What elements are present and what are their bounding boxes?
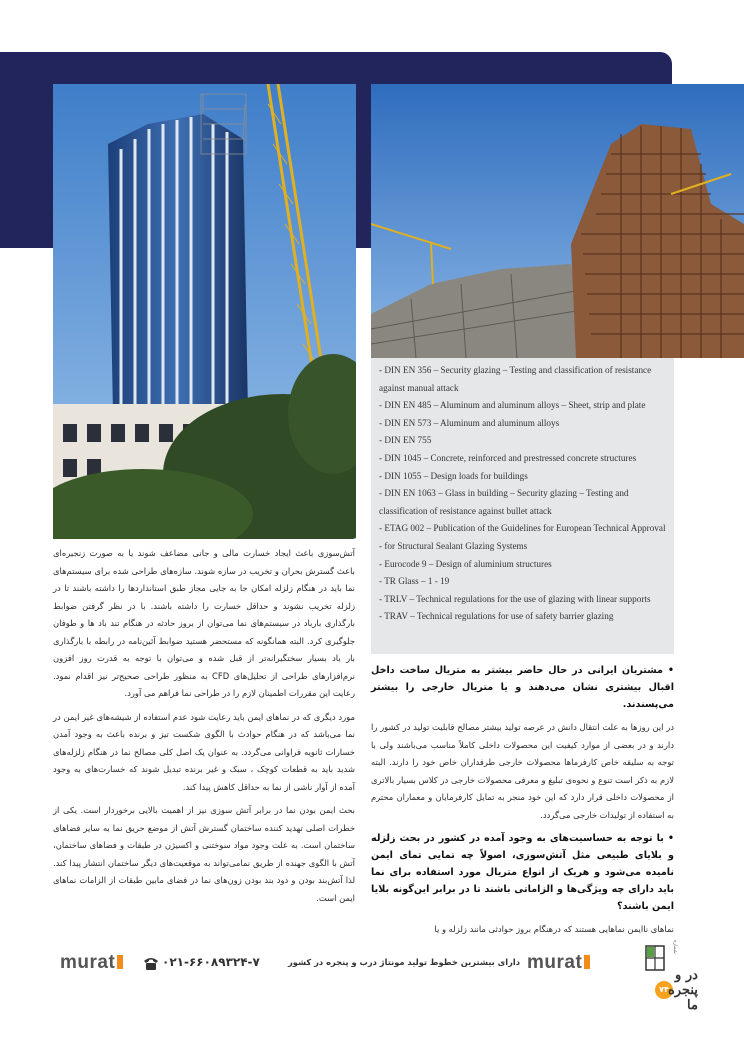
reference-item: - DIN EN 356 – Security glazing – Testing and classification of resistance against manual attack	[379, 365, 652, 393]
murat-logo	[527, 952, 590, 974]
question-heading: • مشتریان ایرانی در حال حاضر بیشتر به متریال ساخت داخل اقبال بیشتری نشان می‌دهند و یا متریال خارجی را بیشتر می‌پسندند.	[371, 665, 674, 710]
reference-item: - DIN EN 573 – Aluminum and aluminum alloys	[379, 417, 560, 428]
reference-item: - DIN EN 1063 – Glass in building – Security glazing – Testing and classification of resistance against bullet attack	[379, 488, 629, 516]
brand-accent-mark	[117, 955, 123, 969]
reference-item: - DIN 1045 – Concrete, reinforced and prestressed concrete structures	[379, 452, 637, 463]
body-paragraph: نماهای ناایمن نماهایی هستند که درهنگام بروز حوادثی مانند زلزله و یا	[434, 924, 674, 934]
article-left-column	[53, 545, 355, 913]
brand-wordmark: murat	[60, 952, 116, 973]
window-emblem-icon	[644, 944, 666, 984]
body-paragraph: آتش‌سوزی باعث ایجاد خسارت مالی و جانی مضاعف شوند یا به صورت زنجیره‌ای باعث گسترش بحران و تخریب در سازه شوند. سازه‌های طراحی شده برای سیستم‌های نما باید در هنگام زلزله امکان جا به جایی مجاز طبق استانداردها را داشته باشند تا در زلزله تخریب نشوند و حداقل خسارت را داشته باشند. با در نظر گرفتن ضوابط بارگذاری بارباد در سیستم‌های نما می‌توان از بروز حادثه در هنگام تند باد ها و طوفان جلوگیری کرد. البته همانگونه که مستحضر هستید ضوابط آئین‌نامه در رابطه با بارگذاری بار باد بسیار سختگیرانه‌تر از قبل شده و می‌توان با توجه به قدرت روز افزون نرم‌افزارهای طراحی از تحلیل‌های CFD به منظور طراحی صحیح‌تر نیز اقدام نمود. رعایت این مقررات اطمینان لازم را در طراحی نما فراهم می آورد.	[53, 548, 355, 698]
footer-tagline: دارای بیشترین خطوط تولید مونتاژ درب و پنجره در کشور	[288, 957, 520, 967]
brand-wordmark: murat	[527, 952, 583, 973]
page-footer	[60, 944, 698, 1013]
reference-item: - Eurocode 9 – Design of aluminium structures	[379, 558, 552, 569]
reference-item: - for Structural Sealant Glazing Systems	[379, 540, 528, 551]
reference-item: - TR Glass – 1 - 19	[379, 576, 450, 587]
page-number: ۷۴	[655, 981, 673, 999]
body-paragraph: بحث ایمن بودن نما در برابر آتش سوزی نیز از اهمیت بالایی برخوردار است. یکی از خطرات اصلی تهدید کننده ساختمان گسترش آتش از موضع حریق نما به سایر فضاهای ساختمان است. به علت وجود مواد سوختنی و اکسیژن در طبقات و فضاهای ساختمان، آتش با الگوی جهنده از طریق نمامی‌تواند به موقعیت‌های دیگر ساختمان انتشار پیدا کند. لذا آتش‌بند بودن و دود بند بودن زون‌های نما در فضای مابین طبقات از الزامات نماهای ایمن است.	[53, 805, 355, 903]
photo-scaffolded-building	[371, 84, 744, 358]
reference-item: - ETAG 002 – Publication of the Guidelines for European Technical Approval	[379, 523, 666, 534]
reference-item: - DIN EN 755	[379, 435, 432, 446]
reference-item: - TRLV – Technical regulations for the use of glazing with linear supports	[379, 593, 651, 604]
article-right-column	[371, 662, 674, 945]
body-paragraph: مورد دیگری که در نماهای ایمن باید رعایت شود عدم استفاده از شیشه‌های غیر ایمن در نما می‌باشد که در هنگام حوادث با الگوی شکست تیز و برنده باعث به وجود آمدن خسارات ثانویه فراوانی می‌گردد. به عنوان یک اصل کلی مصالح نما در هنگام زلزله‌های شدید باید به قطعات کوچک ، سبک و غیر برنده تبدیل شوند که خسارت‌های به وجود آمده از آوار ناشی از نما به حداقل کاهش پیدا کند.	[53, 711, 355, 792]
phone-icon	[142, 956, 160, 970]
question-heading: • با توجه به حساسیت‌های به وجود آمده در کشور در بحث زلزله و بلایای طبیعی مثل آتش‌سوزی، اصولاً چه تمایی تمای ایمن نامیده می‌شود و هریک از انواع متریال مورد استفاده برای نما باید دارای چه ویژگی‌ها و الزاماتی باشند تا در برابر این‌گونه بلایا ایمن باشند؟	[371, 833, 674, 912]
phone-number: ۰۲۱-۶۶۰۸۹۳۲۴-۷	[162, 955, 260, 969]
photo-glass-tower-construction	[53, 84, 356, 539]
reference-item: - TRAV – Technical regulations for use of safety barrier glazing	[379, 611, 614, 622]
brand-accent-mark	[584, 955, 590, 969]
reference-item: - DIN 1055 – Design loads for buildings	[379, 470, 528, 481]
vertical-issue-label: شماره	[672, 940, 678, 954]
murat-logo	[60, 952, 123, 974]
reference-item: - DIN EN 485 – Aluminum and aluminum alloys – Sheet, strip and plate	[379, 400, 646, 411]
body-paragraph: در این روزها به علت انتقال دانش در عرصه تولید بیشتر مصالح قابلیت تولید در کشور را دارند و در بعضی از موارد کیفیت این محصولات داخلی کاملاً مناسب می‌باشند ولی با توجه به سلیقه خاص کارفرماها محصولات خارجی طرفداران خاص خود را دارند. البته لازم به ذکر است تنوع و نحوه‌ی تبلیغ و معرفی محصولات خارجی در کلاس بسیار بالاتری از محصولات داخلی قرار دارد که این خود منجر به تمایل کارفرمایان و معماران محترم به استفاده از تولیدات خارجی می‌گردد.	[371, 722, 674, 820]
magazine-name: در و پنجره ما	[668, 968, 698, 1013]
standards-reference-list	[371, 358, 674, 654]
